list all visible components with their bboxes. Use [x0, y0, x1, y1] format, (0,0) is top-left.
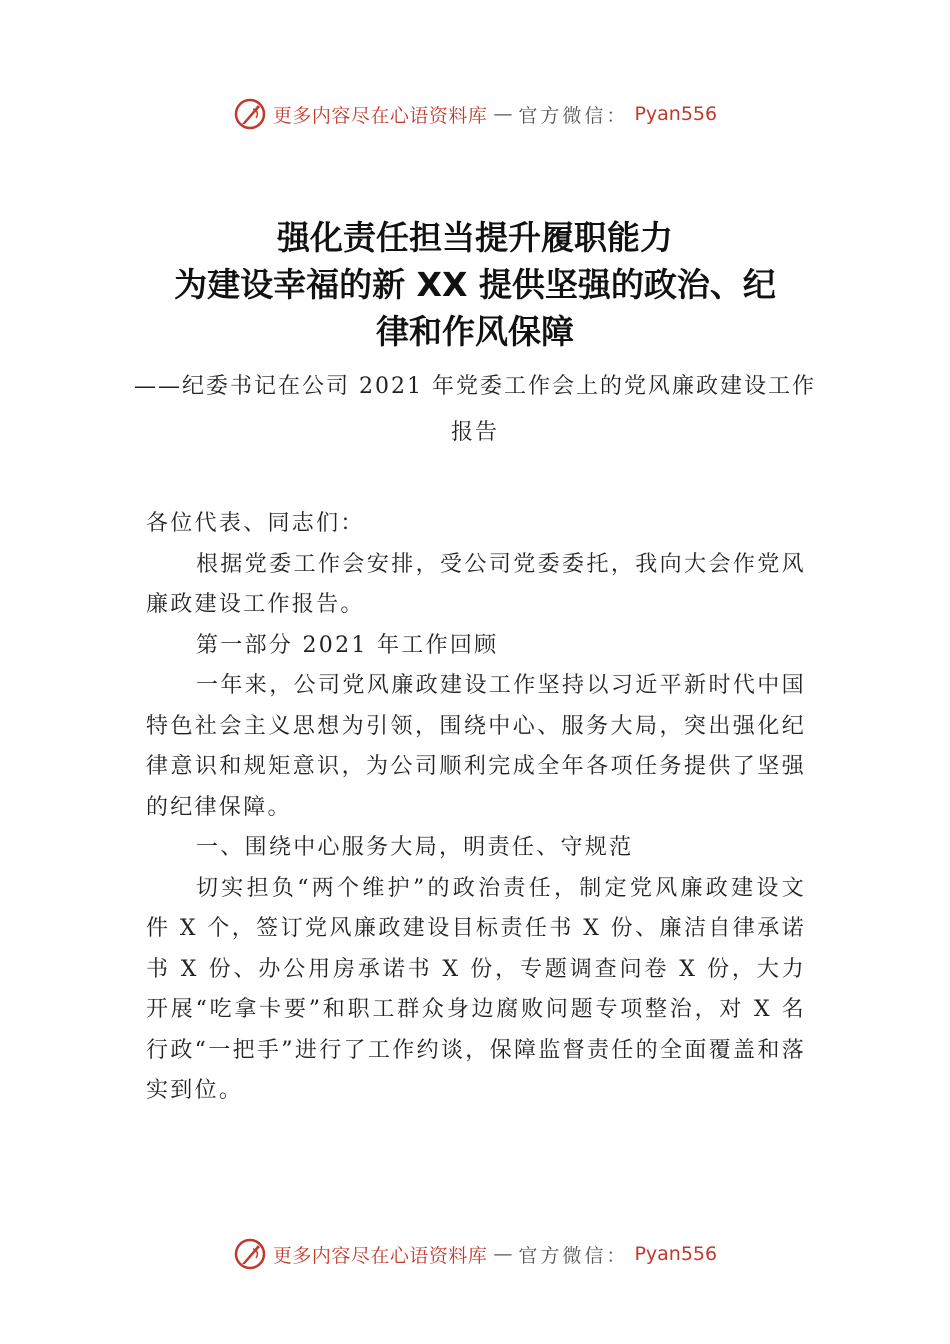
watermark-separator: — [493, 103, 513, 125]
section-heading: 第一部分 2021 年工作回顾 [196, 632, 499, 658]
watermark-footer [0, 1234, 950, 1274]
watermark-separator: — [493, 1243, 513, 1265]
title-line: 强化责任担当提升履职能力 [277, 218, 673, 257]
watermark-wechat-label: 官方微信： [518, 1244, 629, 1267]
watermark-header [0, 94, 950, 134]
quill-pen-circle-icon [233, 97, 267, 131]
title-line: 律和作风保障 [376, 312, 574, 351]
watermark-site-text: 更多内容尽在心语资料库 [272, 1244, 488, 1267]
paragraph: 一年来，公司党风廉政建设工作坚持以习近平新时代中国特色社会主义思想为引领，围绕中心、服务大局，突出强化纪律意识和规矩意识，为公司顺利完成全年各项任务提供了坚强的纪律保障。 [146, 673, 806, 820]
document-subtitle: ——纪委书记在公司 2021 年党委工作会上的党风廉政建设工作报告 [134, 374, 816, 445]
watermark-wechat-id: Pyan556 [634, 1243, 718, 1265]
watermark-site-text: 更多内容尽在心语资料库 [272, 104, 488, 127]
paragraph: 切实担负“两个维护”的政治责任，制定党风廉政建设文件 X 个，签订党风廉政建设目标责任书 X 份、廉洁自律承诺书 X 份、办公用房承诺书 X 份，专题调查问卷 X 份，大力开展“吃拿卡要”和职工群众身边腐败问题专项整治，对 X 名行政“一把手”进行了工作约谈，保障监督责任的全面覆盖和落实到位。 [146, 875, 806, 1103]
salutation: 各位代表、同志们： [146, 511, 365, 536]
quill-pen-circle-icon [233, 1237, 267, 1271]
watermark-wechat-id: Pyan556 [634, 103, 718, 125]
watermark-wechat-label: 官方微信： [518, 104, 629, 127]
title-line: 为建设幸福的新 XX 提供坚强的政治、纪 [174, 265, 776, 304]
paragraph: 根据党委工作会安排，受公司党委委托，我向大会作党风廉政建设工作报告。 [146, 551, 806, 617]
document-body [146, 504, 806, 1112]
document-title [95, 214, 855, 355]
subsection-heading: 一、围绕中心服务大局，明责任、守规范 [196, 835, 634, 860]
